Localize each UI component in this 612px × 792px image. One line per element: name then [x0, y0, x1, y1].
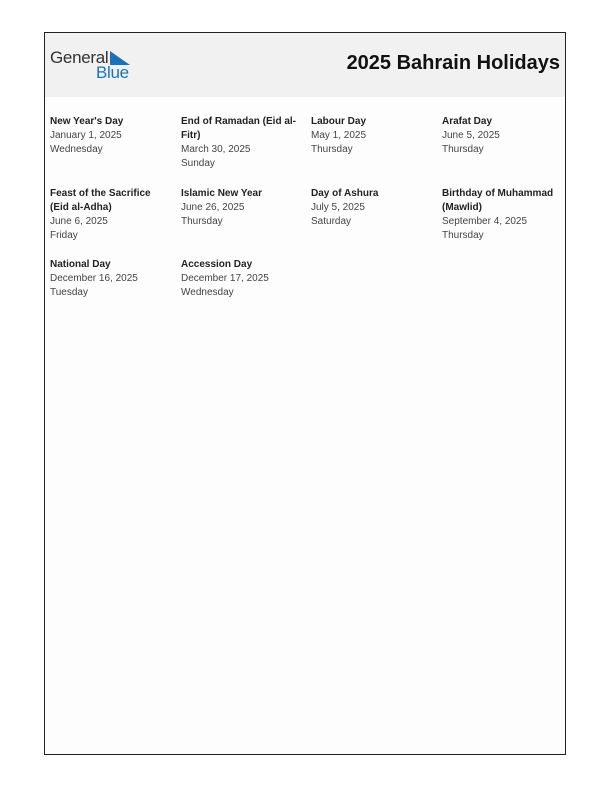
holiday-date: June 6, 2025 — [50, 216, 108, 227]
holiday-item — [181, 187, 303, 229]
holiday-item — [50, 187, 172, 243]
holiday-item — [50, 115, 172, 157]
holiday-name: Arafat Day — [442, 116, 493, 127]
holiday-item — [181, 258, 303, 300]
header-band — [45, 33, 565, 97]
holiday-name: National Day — [50, 259, 111, 270]
holiday-name: Birthday of Muhammad (Mawlid) — [442, 188, 554, 213]
holiday-item — [311, 187, 433, 229]
holiday-item — [50, 258, 172, 300]
page-title: 2025 Bahrain Holidays — [346, 52, 560, 74]
holiday-date: May 1, 2025 — [311, 130, 367, 141]
holiday-item — [442, 187, 564, 243]
holiday-weekday: Friday — [50, 230, 78, 241]
logo-text-general: General — [50, 48, 109, 67]
holiday-weekday: Wednesday — [50, 144, 103, 155]
holiday-date: June 26, 2025 — [181, 202, 245, 213]
holiday-weekday: Thursday — [442, 144, 484, 155]
holiday-weekday: Thursday — [442, 230, 484, 241]
holiday-name: Accession Day — [181, 259, 253, 270]
holiday-date: January 1, 2025 — [50, 130, 122, 141]
holiday-name: New Year's Day — [50, 116, 124, 127]
holiday-weekday: Thursday — [181, 216, 223, 227]
holiday-date: June 5, 2025 — [442, 130, 500, 141]
holiday-weekday: Tuesday — [50, 287, 88, 298]
holiday-weekday: Wednesday — [181, 287, 234, 298]
holiday-name: End of Ramadan (Eid al-Fitr) — [181, 116, 297, 141]
holiday-item — [442, 115, 564, 157]
holiday-name: Islamic New Year — [181, 188, 262, 199]
holiday-date: September 4, 2025 — [442, 216, 528, 227]
holiday-weekday: Saturday — [311, 216, 352, 227]
holiday-date: December 16, 2025 — [50, 273, 138, 284]
holiday-name: Labour Day — [311, 116, 367, 127]
holiday-weekday: Sunday — [181, 158, 215, 169]
holiday-item — [181, 115, 303, 171]
logo-text-blue: Blue — [96, 63, 129, 82]
holiday-name: Day of Ashura — [311, 188, 379, 199]
holiday-name: Feast of the Sacrifice (Eid al-Adha) — [50, 188, 151, 213]
generalblue-logo — [50, 48, 140, 84]
holiday-date: December 17, 2025 — [181, 273, 269, 284]
holiday-date: July 5, 2025 — [311, 202, 365, 213]
holiday-weekday: Thursday — [311, 144, 353, 155]
holiday-date: March 30, 2025 — [181, 144, 251, 155]
page-frame — [44, 32, 566, 755]
holiday-item — [311, 115, 433, 157]
